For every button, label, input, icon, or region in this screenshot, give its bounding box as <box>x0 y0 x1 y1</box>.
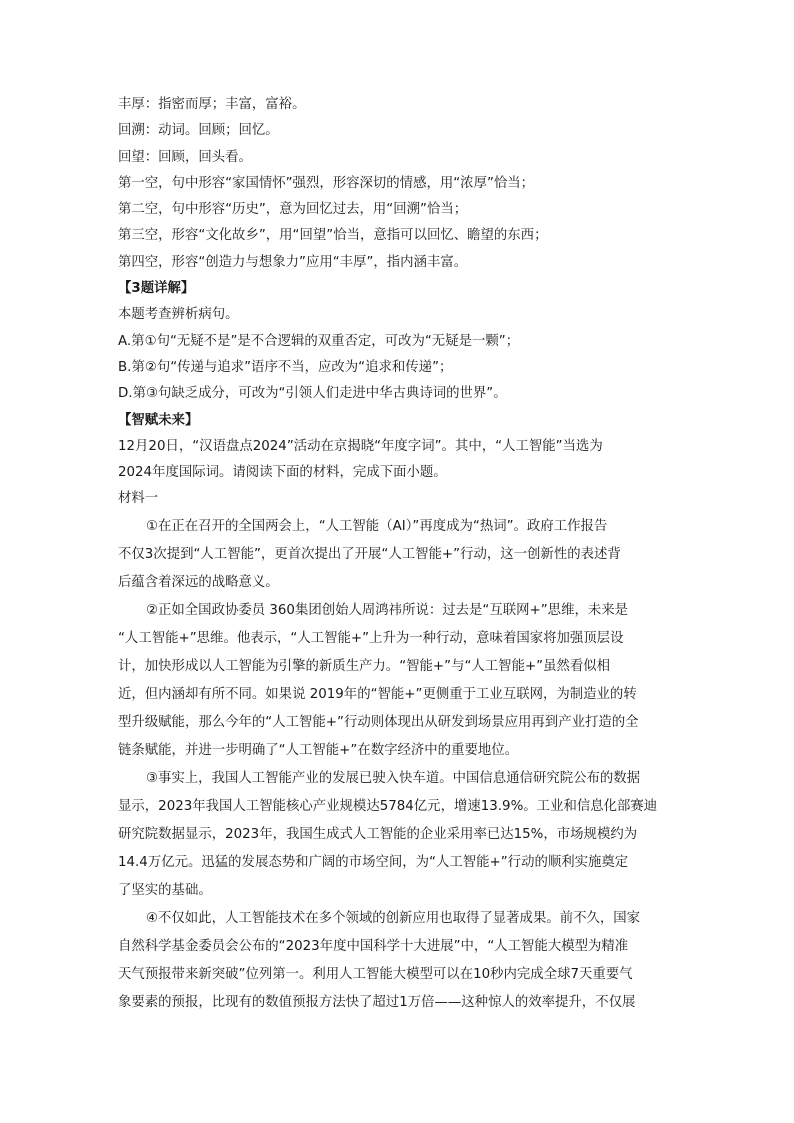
paragraph-line: 链条赋能，并进一步明确了“人工智能+”在数字经济中的重要地位。 <box>118 742 519 758</box>
paragraph-1 <box>118 513 678 597</box>
text-line: 第四空，形容“创造力与想象力”应用“丰厚”，指内涵丰富。 <box>118 254 468 270</box>
paragraph-3 <box>118 765 678 905</box>
paragraph-line: ④不仅如此，人工智能技术在多个领域的创新应用也取得了显著成果。前不久，国家 <box>146 910 641 926</box>
paragraph-line: 14.4万亿元。迅猛的发展态势和广阔的市场空间，为“人工智能+”行动的顺利实施奠定 <box>118 854 629 870</box>
paragraph-line: ③事实上，我国人工智能产业的发展已驶入快车道。中国信息通信研究院公布的数据 <box>146 770 641 786</box>
future-heading: 【智赋未来】 <box>118 412 199 428</box>
text-line: 丰厚：指密而厚；丰富，富裕。 <box>118 97 306 112</box>
paragraph-line: 显示，2023年我国人工智能核心产业规模达5784亿元，增速13.9%。工业和信息化部赛迪 <box>118 798 658 814</box>
text-line: 本题考查辨析病句。 <box>118 307 239 323</box>
paragraph-4 <box>118 905 678 1017</box>
text-line: 回望：回顾，回头看。 <box>118 149 252 165</box>
text-line: 第一空，句中形容“家国情怀”强烈，形容深切的情感，用“浓厚”恰当； <box>118 175 535 191</box>
top-lines <box>118 92 678 276</box>
text-line: A.第①句“无疑不是”是不合逻辑的双重否定，可改为“无疑是一颗”； <box>118 333 520 349</box>
text-line: 第三空，形容“文化故乡”，用“回望”恰当，意指可以回忆、瞻望的东西； <box>118 228 548 244</box>
text-line: 2024年度国际词。请阅读下面的材料，完成下面小题。 <box>118 465 447 481</box>
paragraph-line: 自然科学基金委员会公布的“2023年度中国科学十大进展”中，“人工智能大模型为精准 <box>118 938 629 954</box>
section-3-lines <box>118 302 678 407</box>
document-page <box>118 92 678 1017</box>
paragraph-line: 计，加快形成以人工智能为引擎的新质生产力。“智能+”与“人工智能+”虽然看似相 <box>118 658 611 674</box>
paragraph-line: 研究院数据显示，2023年，我国生成式人工智能的企业采用率已达15%，市场规模约为 <box>118 826 638 842</box>
paragraph-line: 了坚实的基础。 <box>118 882 212 898</box>
paragraph-line: 近，但内涵却有所不同。如果说 2019年的“智能+”更侧重于工业互联网，为制造业的转 <box>118 686 637 702</box>
paragraph-line: “人工智能+”思维。他表示，“人工智能+”上升为一种行动，意味着国家将加强顶层设 <box>118 630 624 646</box>
text-line: 第二空，句中形容“历史”，意为回忆过去，用“回溯”恰当； <box>118 202 468 218</box>
text-line: 回溯：动词。回顾；回忆。 <box>118 123 279 139</box>
text-line: D.第③句缺乏成分，可改为“引领人们走进中华古典诗词的世界”。 <box>118 386 507 402</box>
paragraph-line: 后蕴含着深远的战略意义。 <box>118 574 279 590</box>
paragraph-line: 型升级赋能，那么今年的“人工智能+”行动则体现出从研发到场景应用再到产业打造的全 <box>118 714 639 730</box>
paragraph-line: ②正如全国政协委员 360集团创始人周鸿祎所说：过去是“互联网+”思维，未来是 <box>146 602 629 618</box>
section-3-heading: 【3题详解】 <box>118 281 195 297</box>
text-line: B.第②句“传递与追求”语序不当，应改为“追求和传递”； <box>118 359 453 375</box>
material-label: 材料一 <box>118 491 159 507</box>
paragraph-line: 天气预报带来新突破”位列第一。利用人工智能大模型可以在10秒内完成全球7天重要气 <box>118 966 633 982</box>
text-line: 12月20日，“汉语盘点2024”活动在京揭晓“年度字词”。其中，“人工智能”当选为 <box>118 438 603 454</box>
paragraph-line: 象要素的预报，比现有的数值预报方法快了超过1万倍——这种惊人的效率提升，不仅展 <box>118 994 636 1010</box>
paragraph-line: ①在正在召开的全国两会上，“人工智能（AI）”再度成为“热词”。政府工作报告 <box>146 518 608 534</box>
intro-lines <box>118 434 678 487</box>
paragraph-line: 不仅3次提到“人工智能”，更首次提出了开展“人工智能+”行动，这一创新性的表述背 <box>118 546 621 562</box>
paragraph-2 <box>118 597 678 765</box>
